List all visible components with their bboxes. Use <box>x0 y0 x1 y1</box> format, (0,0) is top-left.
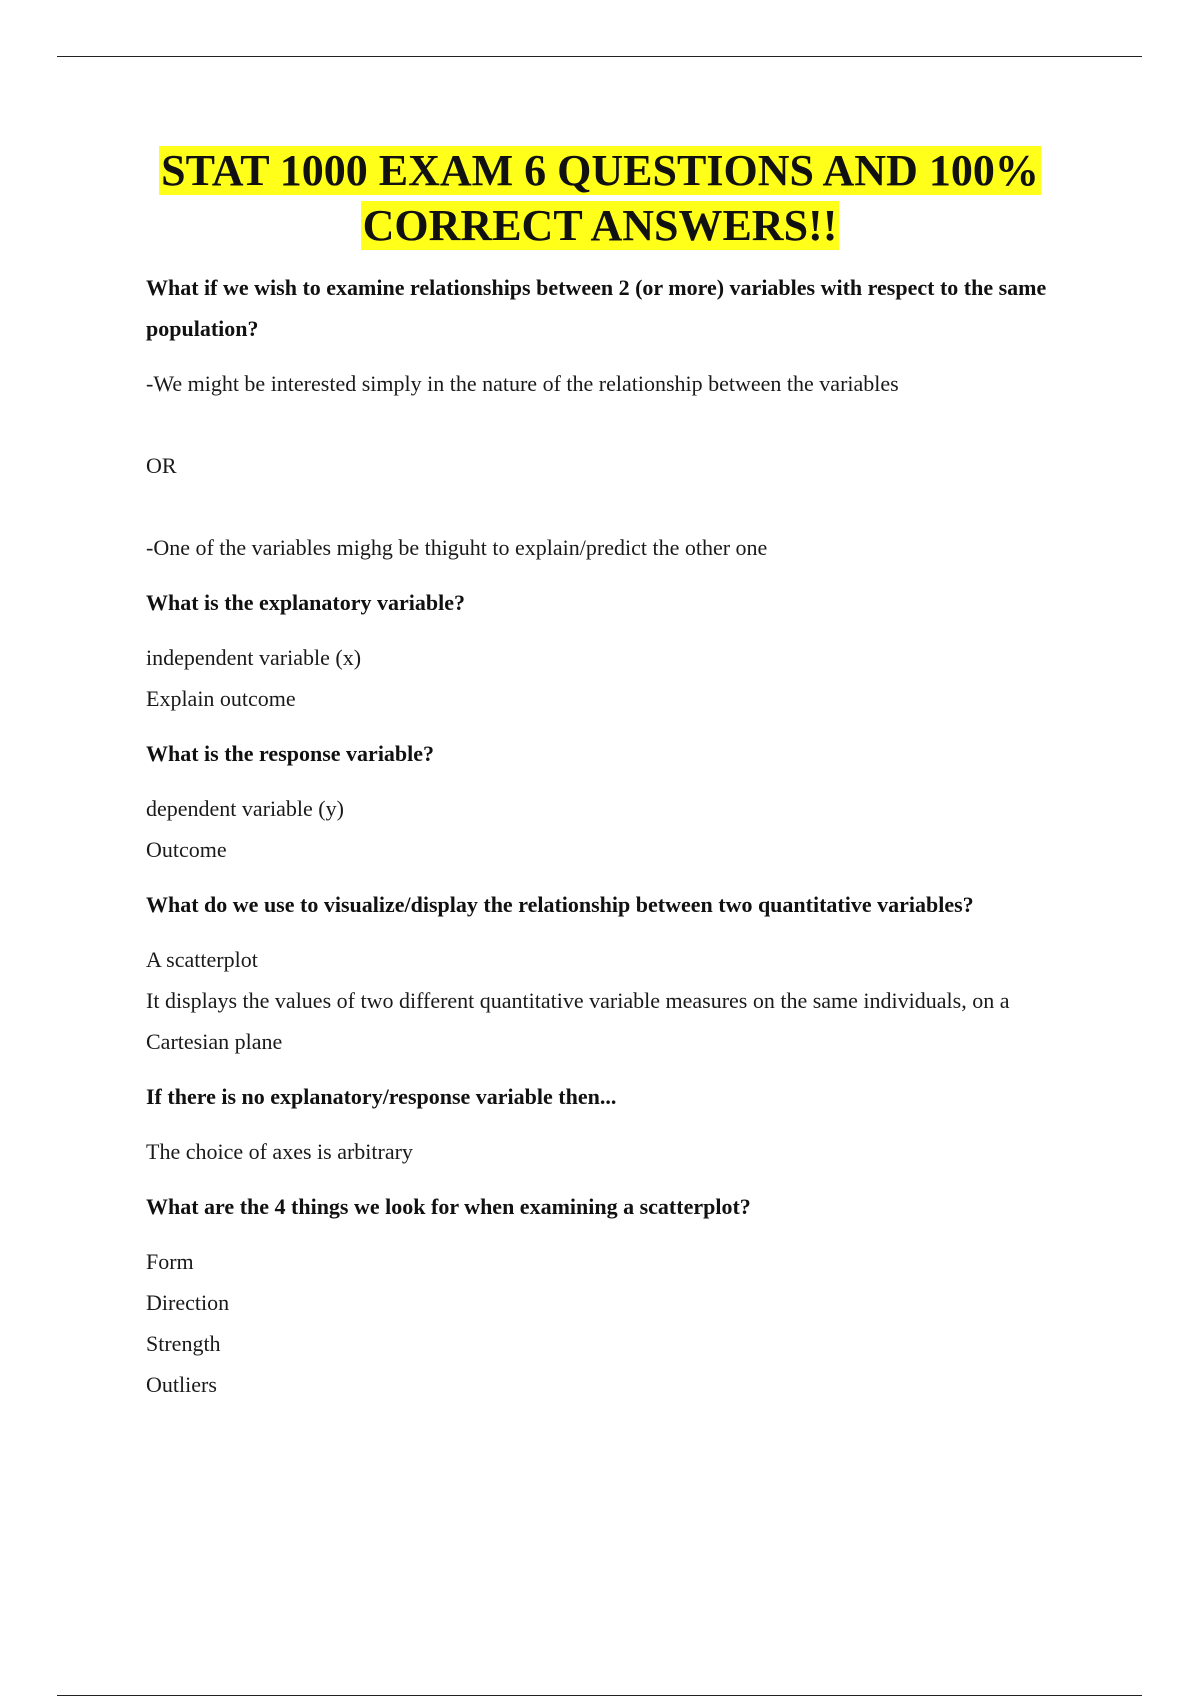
answer-6-line-2: Direction <box>146 1290 230 1315</box>
title-line-1: STAT 1000 EXAM 6 QUESTIONS AND 100% <box>161 146 1039 195</box>
question-6: What are the 4 things we look for when examining a scatterplot? <box>146 1194 751 1219</box>
answer-6-line-1: Form <box>146 1249 194 1274</box>
top-rule <box>57 56 1142 57</box>
answer-4-line-1: A scatterplot <box>146 947 258 972</box>
question-2: What is the explanatory variable? <box>146 590 465 615</box>
document-title <box>0 143 1200 253</box>
question-1: What if we wish to examine relationships between 2 (or more) variables with respect to the same population? <box>146 275 1047 341</box>
answer-1-line-1: -We might be interested simply in the nature of the relationship between the variables <box>146 371 899 396</box>
answer-4-line-2: It displays the values of two different quantitative variable measures on the same individuals, on a Cartesian plane <box>146 988 1010 1054</box>
bottom-rule <box>57 1695 1142 1696</box>
answer-5-line-1: The choice of axes is arbitrary <box>146 1139 413 1164</box>
answer-2-line-1: independent variable (x) <box>146 645 362 670</box>
answer-3-line-2: Outcome <box>146 837 227 862</box>
question-4: What do we use to visualize/display the relationship between two quantitative variables? <box>146 892 974 917</box>
answer-1-line-2: OR <box>146 453 177 478</box>
answer-3-line-1: dependent variable (y) <box>146 796 344 821</box>
answer-1-line-3: -One of the variables mighg be thiguht to explain/predict the other one <box>146 535 768 560</box>
answer-2-line-2: Explain outcome <box>146 686 296 711</box>
question-5: If there is no explanatory/response variable then... <box>146 1084 617 1109</box>
answer-6-line-4: Outliers <box>146 1372 217 1397</box>
question-3: What is the response variable? <box>146 741 435 766</box>
title-line-2: CORRECT ANSWERS!! <box>362 201 838 250</box>
qa-content <box>146 267 1086 1405</box>
answer-6-line-3: Strength <box>146 1331 221 1356</box>
